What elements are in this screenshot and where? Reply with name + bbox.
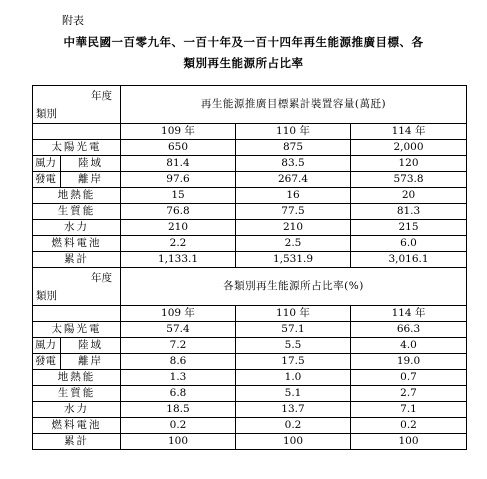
value-cell: 18.5 xyxy=(121,402,236,418)
value-cell: 0.2 xyxy=(121,418,236,434)
row-label: 地熱能 xyxy=(33,188,121,204)
row-label: 累計 xyxy=(33,434,121,450)
empty-cell xyxy=(33,306,121,322)
value-cell: 15 xyxy=(121,188,236,204)
year-cell: 114 年 xyxy=(351,124,467,140)
table-row xyxy=(33,220,467,236)
value-cell: 1,531.9 xyxy=(236,252,351,268)
year-header-label: 年度 xyxy=(91,90,112,102)
table-row xyxy=(33,188,467,204)
year-cell: 110 年 xyxy=(236,306,351,322)
category-header-label: 類別 xyxy=(36,108,57,120)
value-cell: 77.5 xyxy=(236,204,351,220)
value-cell: 3,016.1 xyxy=(351,252,467,268)
row-label: 離岸 xyxy=(61,172,121,188)
table2-corner-cell xyxy=(33,268,121,306)
value-cell: 5.5 xyxy=(236,338,351,354)
year-cell: 110 年 xyxy=(236,124,351,140)
table-row xyxy=(33,156,467,172)
document-title-line-2: 類別再生能源所占比率 xyxy=(183,56,304,70)
value-cell: 81.4 xyxy=(121,156,236,172)
value-cell: 0.7 xyxy=(351,370,467,386)
value-cell: 76.8 xyxy=(121,204,236,220)
value-cell: 4.0 xyxy=(351,338,467,354)
value-cell: 210 xyxy=(121,220,236,236)
value-cell: 5.1 xyxy=(236,386,351,402)
value-cell: 6.8 xyxy=(121,386,236,402)
table-row xyxy=(33,204,467,220)
value-cell: 2.5 xyxy=(236,236,351,252)
value-cell: 650 xyxy=(121,140,236,156)
value-cell: 6.0 xyxy=(351,236,467,252)
table1-header-row xyxy=(33,86,467,124)
empty-cell xyxy=(33,124,121,140)
value-cell: 83.5 xyxy=(236,156,351,172)
value-cell: 20 xyxy=(351,188,467,204)
value-cell: 2,000 xyxy=(351,140,467,156)
value-cell: 267.4 xyxy=(236,172,351,188)
value-cell: 0.2 xyxy=(351,418,467,434)
value-cell: 17.5 xyxy=(236,354,351,370)
year-cell: 109 年 xyxy=(121,306,236,322)
value-cell: 8.6 xyxy=(121,354,236,370)
value-cell: 7.2 xyxy=(121,338,236,354)
table1-year-row xyxy=(33,124,467,140)
value-cell: 2.2 xyxy=(121,236,236,252)
table1-corner-cell xyxy=(33,86,121,124)
table-row xyxy=(33,434,467,450)
row-label: 水力 xyxy=(33,402,121,418)
value-cell: 81.3 xyxy=(351,204,467,220)
value-cell: 100 xyxy=(121,434,236,450)
value-cell: 1.3 xyxy=(121,370,236,386)
row-label: 太陽光電 xyxy=(33,140,121,156)
table-row xyxy=(33,140,467,156)
value-cell: 215 xyxy=(351,220,467,236)
value-cell: 7.1 xyxy=(351,402,467,418)
table2-year-row xyxy=(33,306,467,322)
row-label: 燃料電池 xyxy=(33,236,121,252)
value-cell: 100 xyxy=(236,434,351,450)
value-cell: 13.7 xyxy=(236,402,351,418)
value-cell: 1.0 xyxy=(236,370,351,386)
table-row xyxy=(33,338,467,354)
row-label: 燃料電池 xyxy=(33,418,121,434)
table-row xyxy=(33,172,467,188)
row-label: 水力 xyxy=(33,220,121,236)
row-label: 生質能 xyxy=(33,386,121,402)
wind-group-label: 風力 xyxy=(33,338,61,354)
table-row xyxy=(33,386,467,402)
table-row xyxy=(33,402,467,418)
table-row xyxy=(33,418,467,434)
row-label: 累計 xyxy=(33,252,121,268)
table2-title: 各類別再生能源所占比率(%) xyxy=(121,268,467,306)
value-cell: 57.1 xyxy=(236,322,351,338)
year-cell: 114 年 xyxy=(351,306,467,322)
value-cell: 100 xyxy=(351,434,467,450)
value-cell: 210 xyxy=(236,220,351,236)
document-title-line-1: 中華民國一百零九年、一百十年及一百十四年再生能源推廣目標、各 xyxy=(63,35,424,49)
value-cell: 19.0 xyxy=(351,354,467,370)
wind-group-label: 發電 xyxy=(33,172,61,188)
value-cell: 16 xyxy=(236,188,351,204)
year-cell: 109 年 xyxy=(121,124,236,140)
row-label: 陸域 xyxy=(61,156,121,172)
table-row xyxy=(33,236,467,252)
table2-header-row xyxy=(33,268,467,306)
table-row xyxy=(33,370,467,386)
value-cell: 66.3 xyxy=(351,322,467,338)
appendix-label: 附表 xyxy=(62,14,84,27)
row-label: 太陽光電 xyxy=(33,322,121,338)
value-cell: 573.8 xyxy=(351,172,467,188)
category-header-label: 類別 xyxy=(36,290,57,302)
value-cell: 0.2 xyxy=(236,418,351,434)
row-label: 離岸 xyxy=(61,354,121,370)
wind-group-label: 發電 xyxy=(33,354,61,370)
value-cell: 57.4 xyxy=(121,322,236,338)
table-row xyxy=(33,252,467,268)
table-row xyxy=(33,322,467,338)
table-row xyxy=(33,354,467,370)
renewable-energy-table xyxy=(32,85,467,450)
row-label: 生質能 xyxy=(33,204,121,220)
year-header-label: 年度 xyxy=(91,272,112,284)
row-label: 地熱能 xyxy=(33,370,121,386)
value-cell: 875 xyxy=(236,140,351,156)
value-cell: 2.7 xyxy=(351,386,467,402)
table1-title: 再生能源推廣目標累計裝置容量(萬瓩) xyxy=(121,86,467,124)
value-cell: 120 xyxy=(351,156,467,172)
value-cell: 97.6 xyxy=(121,172,236,188)
row-label: 陸域 xyxy=(61,338,121,354)
value-cell: 1,133.1 xyxy=(121,252,236,268)
wind-group-label: 風力 xyxy=(33,156,61,172)
